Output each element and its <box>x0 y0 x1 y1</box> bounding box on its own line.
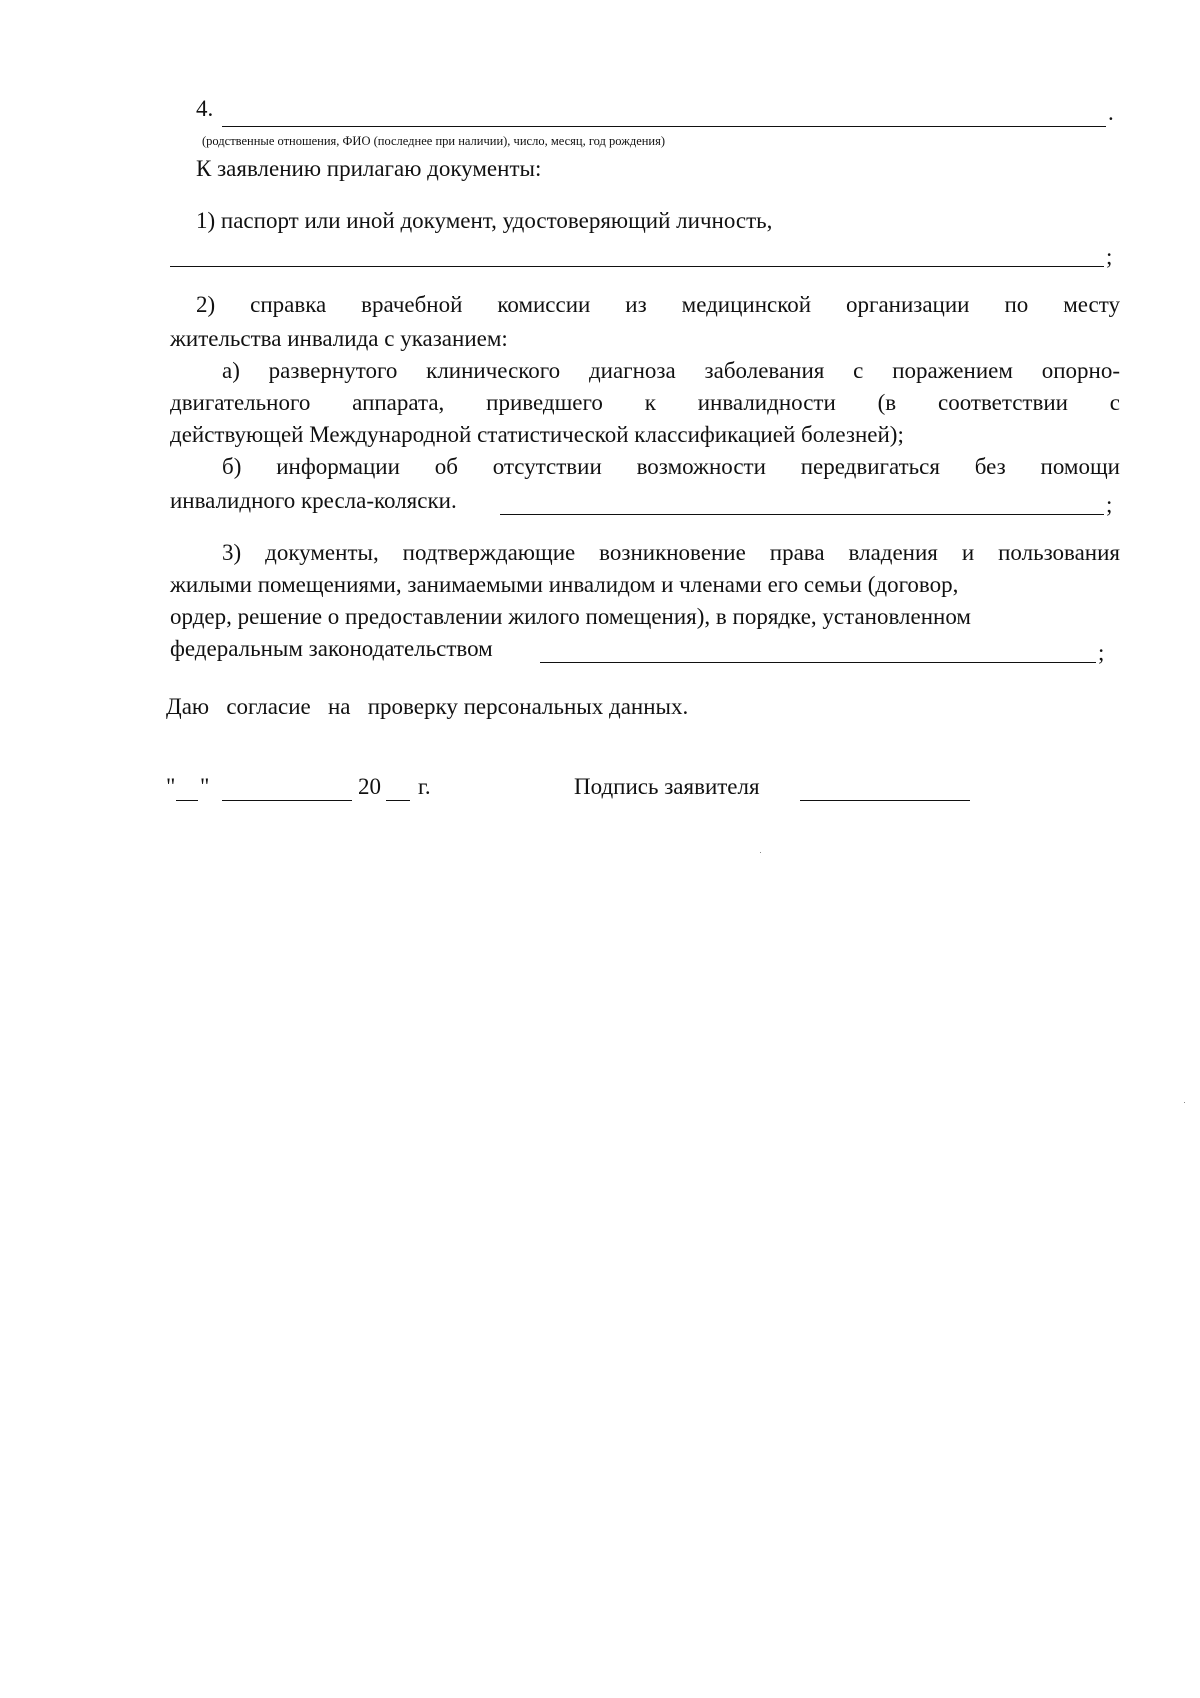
doc3-end-mark: ; <box>1098 640 1105 665</box>
year-suffix: г. <box>418 774 431 799</box>
doc2-b-line2: инвалидного кресла-коляски. <box>170 488 457 513</box>
year-prefix: 20 <box>358 774 381 799</box>
item4-end-mark: . <box>1108 100 1114 125</box>
signature-label: Подпись заявителя <box>574 774 760 799</box>
doc2-a-line3: действующей Международной статистической классификацией болезней); <box>170 422 904 447</box>
month-blank[interactable] <box>222 774 352 801</box>
doc1-blank[interactable] <box>170 240 1104 267</box>
item4-caption: (родственные отношения, ФИО (последнее при наличии), число, месяц, год рождения) <box>202 134 666 148</box>
day-blank[interactable] <box>176 774 198 801</box>
scan-speck <box>1184 1102 1185 1103</box>
doc3-line4: федеральным законодательством <box>170 636 493 661</box>
quote-open: " <box>166 774 176 799</box>
doc2-b-line1: б) информации об отсутствии возможности передвигаться без помощи <box>222 454 1120 479</box>
item4-number: 4. <box>196 96 214 121</box>
doc3-blank[interactable] <box>540 638 1096 663</box>
doc2-line2: жительства инвалида с указанием: <box>170 326 508 351</box>
doc3-line2: жилыми помещениями, занимаемыми инвалидом и членами его семьи (договор, <box>170 572 959 597</box>
year-blank[interactable] <box>386 774 410 801</box>
doc2-end-mark: ; <box>1106 492 1113 517</box>
doc2-a-line2: двигательного аппарата, приведшего к инвалидности (в соответствии с <box>170 390 1120 415</box>
doc1-end-mark: ; <box>1106 244 1113 269</box>
attach-heading: К заявлению прилагаю документы: <box>196 156 542 181</box>
doc2-line1: 2) справка врачебной комиссии из медицинской организации по месту <box>196 292 1120 317</box>
item4-blank[interactable] <box>222 100 1106 127</box>
scan-speck <box>760 852 761 853</box>
doc2-a-line1: а) развернутого клинического диагноза заболевания с поражением опорно- <box>222 358 1120 383</box>
doc3-line1: 3) документы, подтверждающие возникновение права владения и пользования <box>222 540 1120 565</box>
doc3-line3: ордер, решение о предоставлении жилого помещения), в порядке, установленном <box>170 604 971 629</box>
quote-close: " <box>200 774 210 799</box>
doc1-text: 1) паспорт или иной документ, удостоверяющий личность, <box>196 208 773 233</box>
signature-blank[interactable] <box>800 774 970 801</box>
consent-text: Даю согласие на проверку персональных данных. <box>166 694 689 719</box>
doc2-blank[interactable] <box>500 488 1104 515</box>
